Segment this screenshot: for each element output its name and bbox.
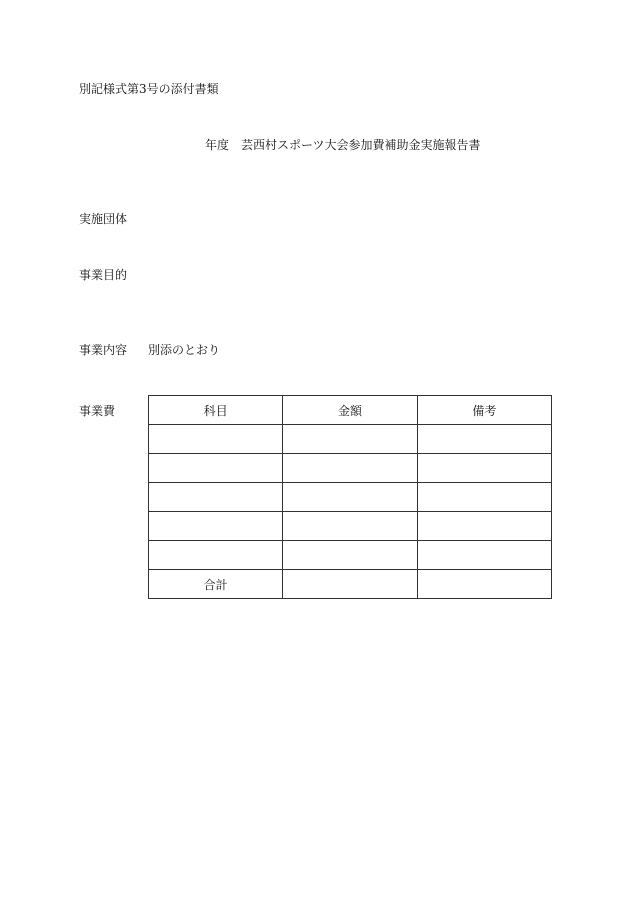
organization-label: 実施団体 [79,212,128,226]
cost-table [148,395,552,599]
table-cell [283,541,417,570]
form-label: 別記様式第3号の添付書類 [79,82,219,96]
table-cell [149,512,283,541]
column-header-amount: 金額 [283,396,417,425]
table-cell [283,512,417,541]
total-remarks-cell [417,570,551,599]
table-cell [149,454,283,483]
content-label: 事業内容 [79,343,128,357]
table-cell [417,512,551,541]
table-cell [417,454,551,483]
table-row [149,483,552,512]
table-cell [149,425,283,454]
table-row [149,454,552,483]
table-row [149,425,552,454]
table-cell [283,425,417,454]
total-amount-cell [283,570,417,599]
purpose-label: 事業目的 [79,268,128,282]
table-header-row [149,396,552,425]
table-row [149,512,552,541]
table-cell [283,483,417,512]
column-header-subject: 科目 [149,396,283,425]
table-cell [417,483,551,512]
total-label: 合計 [149,570,283,599]
table-cell [149,541,283,570]
table-cell [283,454,417,483]
cost-label: 事業費 [79,404,116,418]
table-cell [417,541,551,570]
table-cell [417,425,551,454]
document-title: 年度 芸西村スポーツ大会参加費補助金実施報告書 [205,138,481,152]
table-cell [149,483,283,512]
table-row [149,541,552,570]
content-value: 別添のとおり [148,343,221,357]
table-total-row [149,570,552,599]
column-header-remarks: 備考 [417,396,551,425]
